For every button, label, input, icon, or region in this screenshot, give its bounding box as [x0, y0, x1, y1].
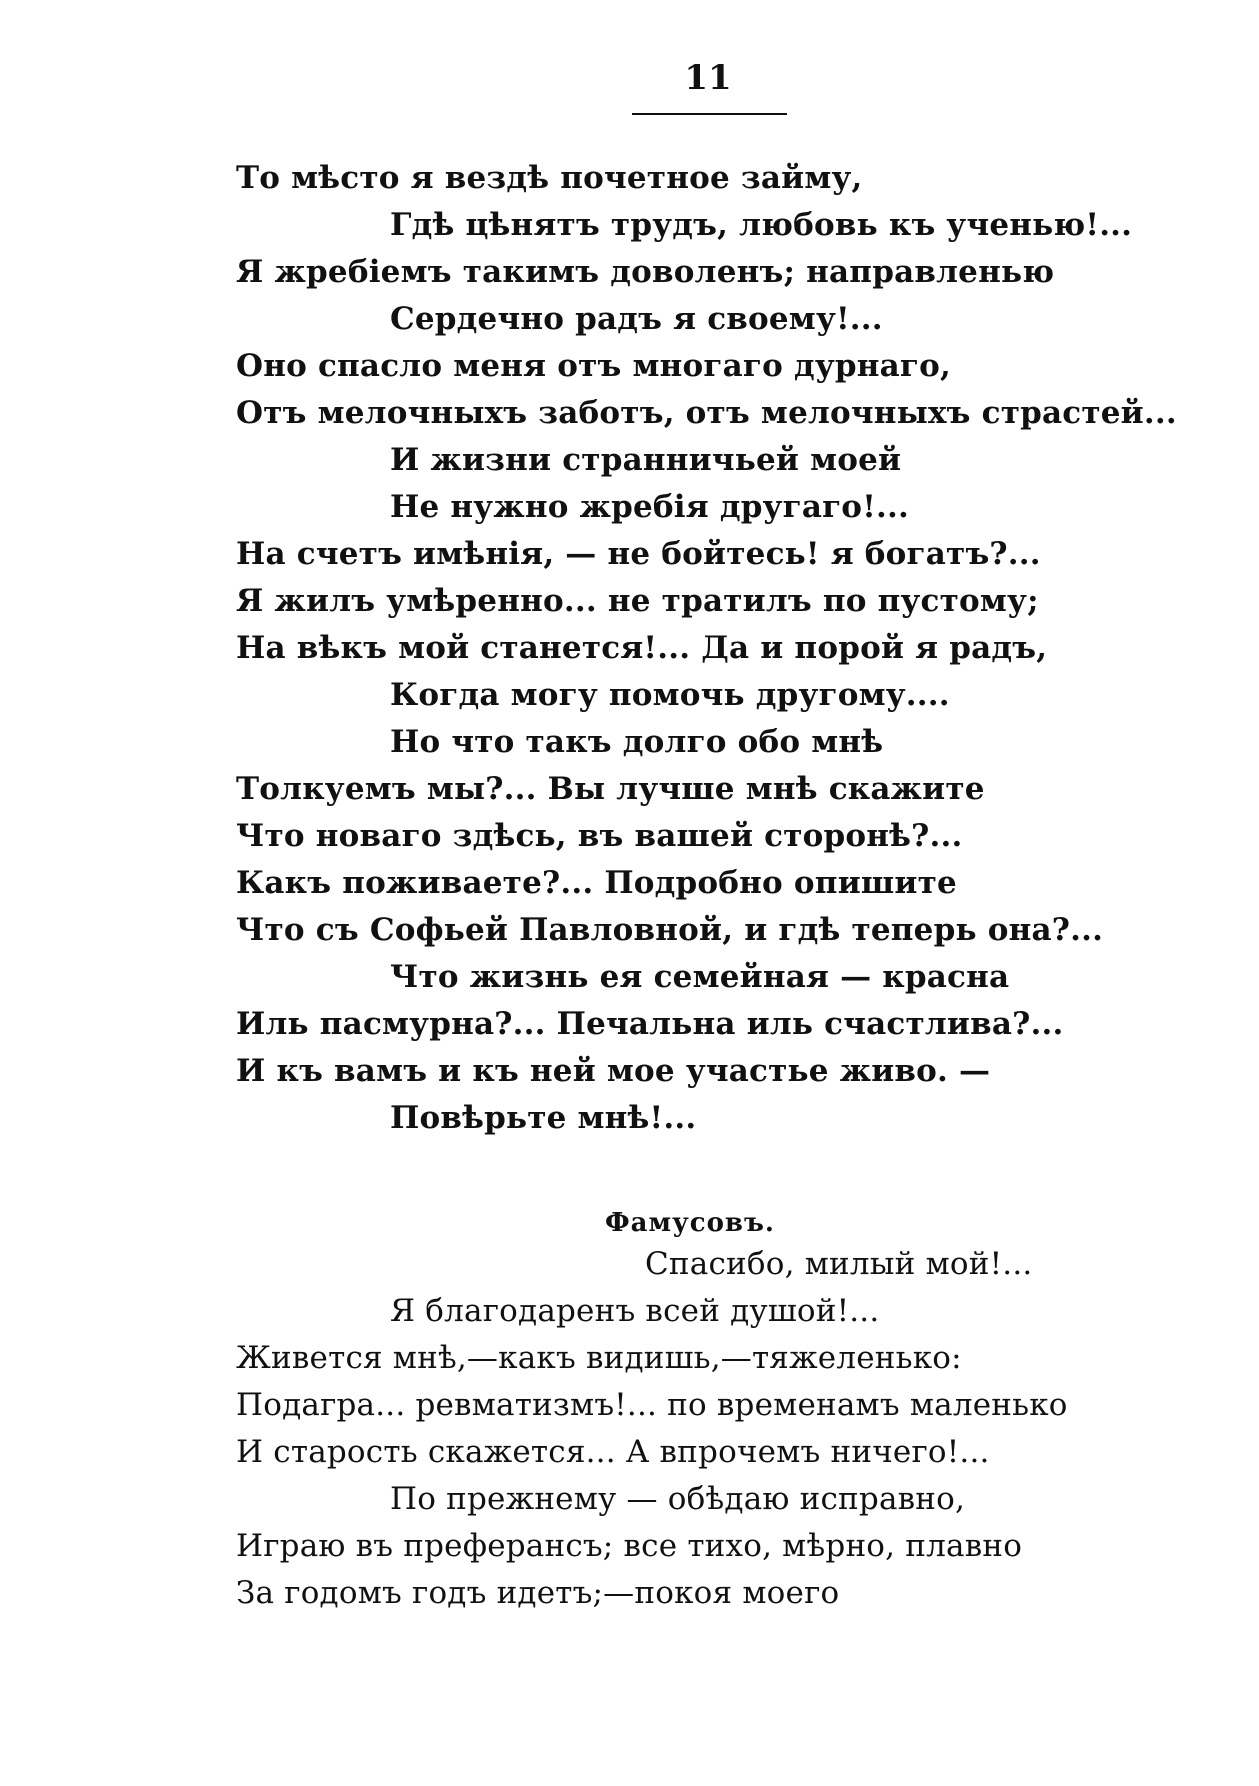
verse-line: Живется мнѣ,—какъ видишь,—тяжеленько:	[236, 1340, 962, 1376]
verse-line: Гдѣ цѣнятъ трудъ, любовь къ ученью!...	[390, 207, 1133, 243]
verse-line: Что жизнь ея семейная — красна	[390, 959, 1010, 995]
verse-line: Я жилъ умѣренно... не тратилъ по пустому;	[236, 583, 1039, 619]
verse-line: Сердечно радъ я своему!...	[390, 301, 883, 337]
verse-line: Что новаго здѣсь, въ вашей сторонѣ?...	[236, 818, 963, 854]
verse-line: На счетъ имѣнія, — не бойтесь! я богатъ?...	[236, 536, 1041, 572]
page-number: 11	[684, 58, 732, 98]
verse-line: Иль пасмурна?... Печальна иль счастлива?...	[236, 1006, 1064, 1042]
verse-line: То мѣсто я вездѣ почетное займу,	[236, 160, 863, 196]
verse-line: Когда могу помочь другому....	[390, 677, 950, 713]
verse-line: Спасибо, милый мой!...	[645, 1246, 1033, 1282]
verse-line: Играю въ преферансъ; все тихо, мѣрно, плавно	[236, 1528, 1023, 1564]
verse-line: По прежнему — обѣдаю исправно,	[390, 1481, 966, 1517]
verse-line: Я жребіемъ такимъ доволенъ; направленью	[236, 254, 1055, 290]
verse-line: Но что такъ долго обо мнѣ	[390, 724, 884, 760]
verse-line: Толкуемъ мы?... Вы лучше мнѣ скажите	[236, 771, 985, 807]
speaker-name: Фамусовъ.	[605, 1208, 775, 1238]
verse-line: Подагра... ревматизмъ!... по временамъ маленько	[236, 1387, 1068, 1423]
verse-line: За годомъ годъ идетъ;—покоя моего	[236, 1575, 840, 1611]
verse-line: Повѣрьте мнѣ!...	[390, 1100, 697, 1136]
verse-line: И старость скажется... А впрочемъ ничего!...	[236, 1434, 990, 1470]
verse-line: Не нужно жребія другаго!...	[390, 489, 909, 525]
verse-line: И къ вамъ и къ ней мое участье живо. —	[236, 1053, 991, 1089]
verse-line: И жизни странничьей моей	[390, 442, 902, 478]
verse-line: На вѣкъ мой станется!... Да и порой я радъ,	[236, 630, 1048, 666]
verse-line: Отъ мелочныхъ заботъ, отъ мелочныхъ страстей...	[236, 395, 1177, 431]
verse-line: Я благодаренъ всей душой!...	[390, 1293, 880, 1329]
verse-line: Что съ Софьей Павловной, и гдѣ теперь она?...	[236, 912, 1104, 948]
verse-line: Какъ поживаете?... Подробно опишите	[236, 865, 957, 901]
verse-line: Оно спасло меня отъ многаго дурнаго,	[236, 348, 951, 384]
